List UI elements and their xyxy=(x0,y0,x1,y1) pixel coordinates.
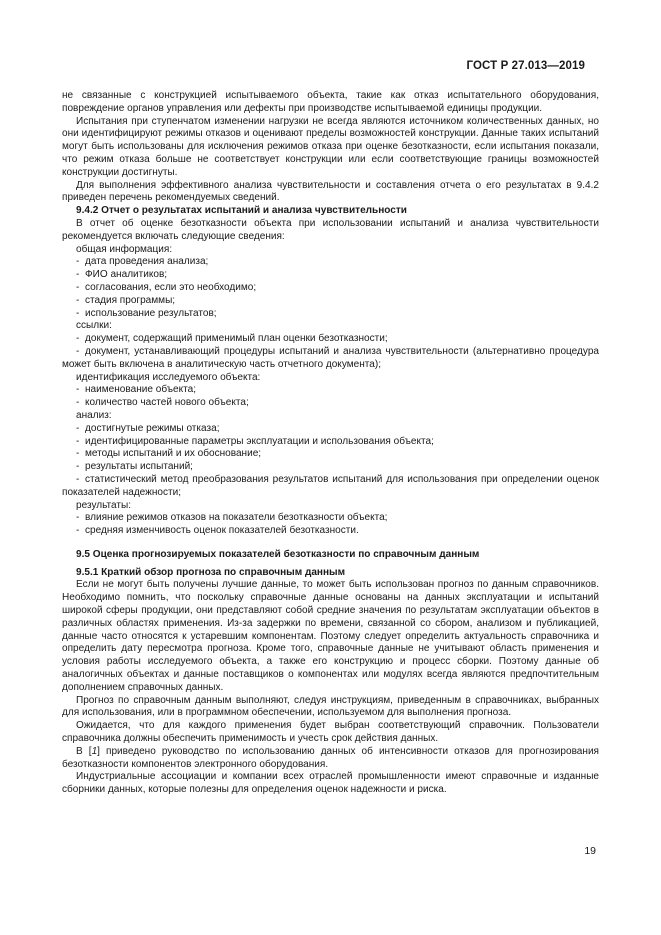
list-item: - наименование объекта; xyxy=(76,384,196,396)
list-label-identification: идентификация исследуемого объекта: xyxy=(76,371,261,383)
list-item: - ФИО аналитиков; xyxy=(76,269,168,281)
list-item: - достигнутые режимы отказа; xyxy=(76,422,220,434)
bibliography-reference: 1 xyxy=(91,745,98,757)
paragraph-prediction-procedure: Прогноз по справочным данным выполняют, следуя инструкциям, приведенным в справочниках, выбранных для использования, или в программном обеспечении, используемом для выполнения прогноза. xyxy=(62,694,599,719)
list-label-analysis: анализ: xyxy=(76,409,112,421)
list-item: - дата проведения анализа; xyxy=(76,256,209,268)
paragraph-sensitivity-intro: Для выполнения эффективного анализа чувствительности и составления отчета о его результатах в 9.4.2 приведен перечень рекомендуемых сведений. xyxy=(62,179,599,204)
list-item: - количество частей нового объекта; xyxy=(76,397,249,409)
page-number: 19 xyxy=(584,845,596,857)
list-item: - результаты испытаний; xyxy=(76,461,193,473)
list-item: - согласования, если это необходимо; xyxy=(76,281,257,293)
section-heading-9-5-1: 9.5.1 Краткий обзор прогноза по справочным данным xyxy=(76,566,346,578)
list-item: - документ, содержащий применимый план оценки безотказности; xyxy=(76,333,388,345)
list-item: - средняя изменчивость оценок показателей безотказности. xyxy=(76,525,359,537)
section-heading-9-5: 9.5 Оценка прогнозируемых показателей безотказности по справочным данным xyxy=(76,548,480,560)
list-item: - методы испытаний и их обоснование; xyxy=(76,448,262,460)
document-body xyxy=(62,90,599,797)
list-item: - использование результатов; xyxy=(76,307,217,319)
paragraph-reference-guidance: В [1] приведено руководство по использованию данных об интенсивности отказов для прогнозирования безотказности компонентов электронного оборудования. xyxy=(62,745,599,770)
list-item: - стадия программы; xyxy=(76,294,176,306)
paragraph-industry-associations: Индустриальные ассоциации и компании всех отраслей промышленности имеют справочные и изданные сборники данных, которые полезны для определения оценок надежности и риска. xyxy=(62,771,599,796)
paragraph-handbook-prediction: Если не могут быть получены лучшие данные, то может быть использован прогноз по данным справочников. Необходимо помнить, что поскольку справочные данные основаны на данных эксплуатации и испытаний широкой сферы продукции, они представляют собой средние значения по результатам эксплуатации объектов в различных областях применения. Из-за задержки по времени, связанной со сбором, анализом и публикацией, данные часто относятся к устаревшим компонентам. Поэтому следует определить актуальность справочника и определить дату пересмотра прогноза. Кроме того, справочные данные не учитывают область применения и условия работы исследуемого объекта, а также его конструкцию и процесс сборки. Поэтому данные об аналогичных объектах и данные поставщиков о компонентах или модулях всегда являются предпочтительным дополнением справочных данных. xyxy=(62,579,599,693)
list-item: - влияние режимов отказов на показатели безотказности объекта; xyxy=(76,512,388,524)
paragraph-handbook-selection: Ожидается, что для каждого применения будет выбран соответствующий справочник. Пользователи справочника должны обеспечить применимость и учесть срок действия данных. xyxy=(62,720,599,745)
section-heading-9-4-2: 9.4.2 Отчет о результатах испытаний и анализа чувствительности xyxy=(76,205,407,217)
list-label-general: общая информация: xyxy=(76,243,173,255)
paragraph-continuation: не связанные с конструкцией испытываемого объекта, такие как отказ испытательного оборудования, повреждение органов управления или дефекты при производстве испытываемой единицы продукции. xyxy=(62,90,599,114)
list-item-wrapped: - статистический метод преобразования результатов испытаний для использования при определении оценок показателей надежности; xyxy=(62,473,599,498)
standard-header: ГОСТ Р 27.013—2019 xyxy=(466,60,585,72)
section-9-4-2-intro: В отчет об оценке безотказности объекта при использовании испытаний и анализа чувствительности рекомендуется включать следующие сведения: xyxy=(62,217,599,242)
paragraph-step-stress-tests: Испытания при ступенчатом изменении нагрузки не всегда являются источником количественных данных, но они идентифицируют режимы отказов и оценивают пределы возможностей конструкции. Данные таких испытаний могут быть использованы для исключения режимов отказа при оценке безотказности, если испытания показали, что режим отказа больше не соответствует конструкции или если соответствующие границы возможностей конструкции достигнуты. xyxy=(62,115,599,178)
list-item: - идентифицированные параметры эксплуатации и использования объекта; xyxy=(76,435,434,447)
list-label-results: результаты: xyxy=(76,499,132,511)
list-item-wrapped: - документ, устанавливающий процедуры испытаний и анализа чувствительности (альтернативно процедура может быть включена в аналитическую часть отчетного документа); xyxy=(62,345,599,370)
list-label-references: ссылки: xyxy=(76,320,112,332)
